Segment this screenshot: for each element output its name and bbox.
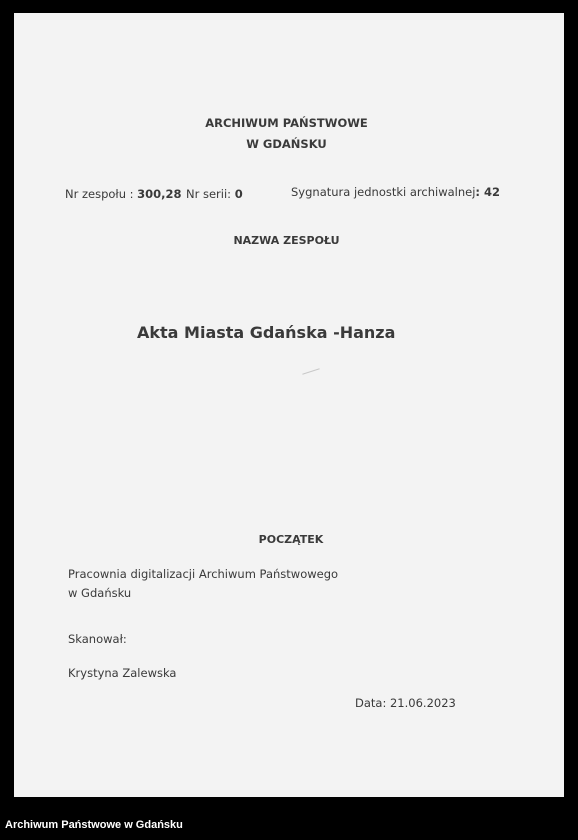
digitization-lab-line2: w Gdańsku [68, 586, 132, 600]
nazwa-zespolu-heading: NAZWA ZESPOŁU [233, 234, 340, 247]
nr-zespolu-value: 300,28 [137, 187, 182, 201]
institution-name-line2: W GDAŃSKU [246, 137, 327, 151]
nr-zespolu [65, 189, 182, 201]
nr-serii-value: 0 [234, 187, 243, 201]
document-page [14, 13, 564, 797]
scanned-by-name: Krystyna Zalewska [68, 666, 177, 680]
sygnatura-value: : 42 [475, 185, 501, 199]
paper-mark [302, 368, 319, 375]
collection-title: Akta Miasta Gdańska -Hanza [137, 323, 396, 342]
section-heading: POCZĄTEK [258, 533, 324, 546]
digitization-lab-line1: Pracownia digitalizacji Archiwum Państwowego [68, 567, 339, 581]
sygnatura-label: Sygnatura jednostki archiwalnej [291, 185, 476, 199]
nr-serii [186, 189, 243, 201]
archive-caption: Archiwum Państwowe w Gdańsku [5, 819, 183, 831]
nr-zespolu-label: Nr zespołu : [65, 187, 138, 201]
scanned-by-label: Skanował: [68, 632, 127, 646]
nr-serii-label: Nr serii: [186, 187, 235, 201]
institution-name-line1: ARCHIWUM PAŃSTWOWE [205, 116, 368, 130]
sygnatura [291, 187, 500, 199]
scan-date: Data: 21.06.2023 [355, 696, 456, 710]
